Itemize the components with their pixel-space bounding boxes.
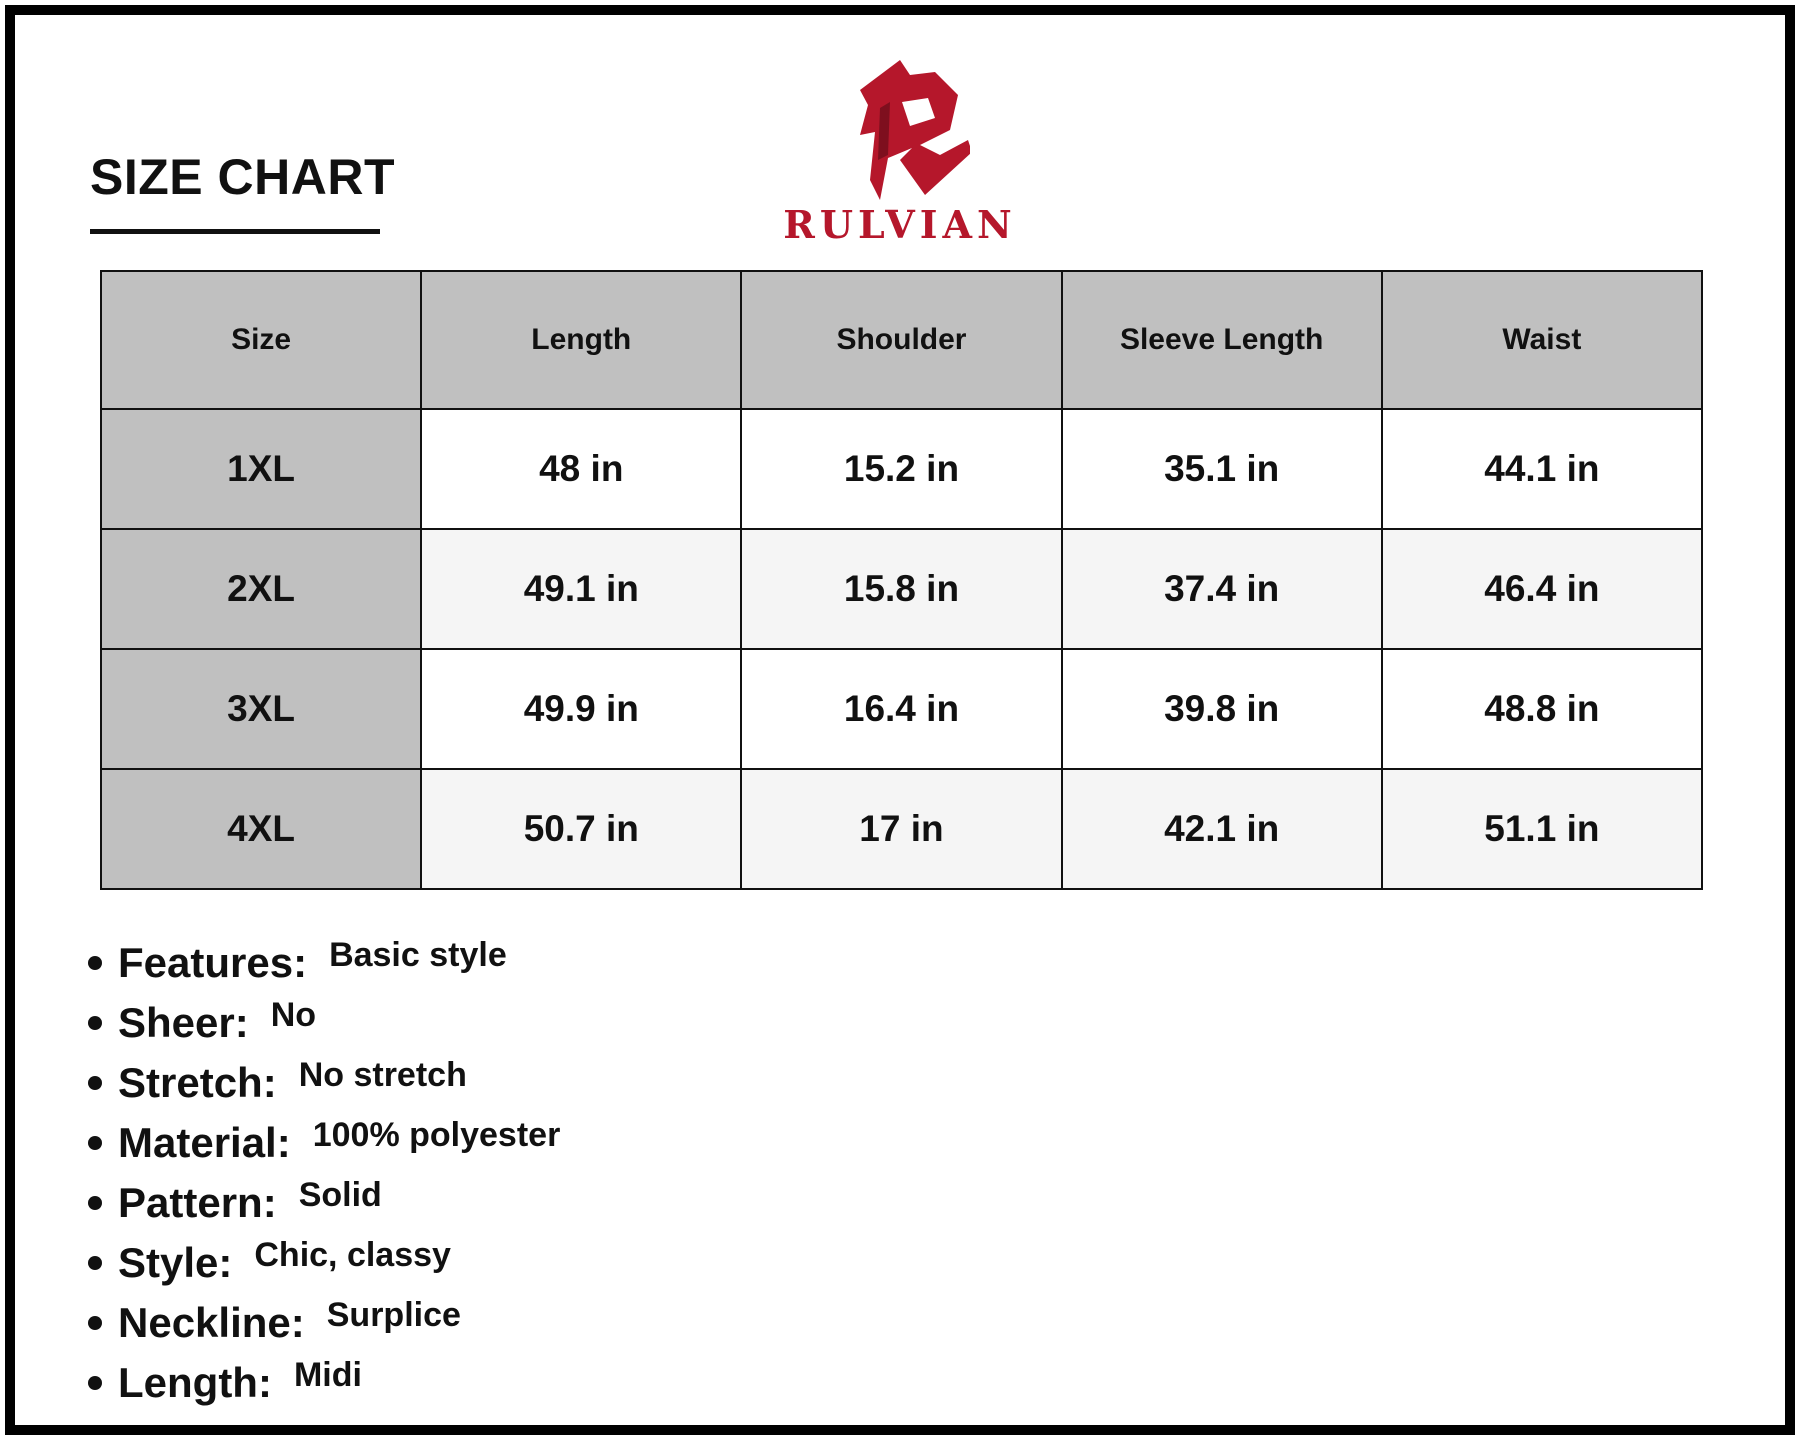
spec-value: Surplice [326, 1296, 461, 1334]
bullet-icon [88, 1376, 102, 1390]
list-item [88, 938, 560, 998]
list-item [88, 1178, 560, 1238]
length-cell: 49.9 in [421, 649, 741, 769]
size-cell: 2XL [101, 529, 421, 649]
bullet-icon [88, 1136, 102, 1150]
column-header-length: Length [421, 271, 741, 409]
table-header-row [101, 271, 1702, 409]
waist-cell: 44.1 in [1382, 409, 1702, 529]
spec-label: Sheer: [118, 999, 249, 1046]
list-item [88, 1298, 560, 1358]
shoulder-cell: 15.8 in [741, 529, 1061, 649]
spec-value: 100% polyester [312, 1116, 561, 1154]
list-item [88, 1238, 560, 1298]
bullet-icon [88, 1256, 102, 1270]
list-item [88, 1358, 560, 1418]
size-table [100, 270, 1703, 890]
table-row [101, 529, 1702, 649]
sleeve-length-cell: 39.8 in [1062, 649, 1382, 769]
brand-r-mark-icon [840, 60, 970, 200]
table-row [101, 649, 1702, 769]
bullet-icon [88, 1316, 102, 1330]
column-header-shoulder: Shoulder [741, 271, 1061, 409]
sleeve-length-cell: 37.4 in [1062, 529, 1382, 649]
table-row [101, 769, 1702, 889]
shoulder-cell: 15.2 in [741, 409, 1061, 529]
waist-cell: 51.1 in [1382, 769, 1702, 889]
column-header-size: Size [101, 271, 421, 409]
spec-label: Features: [118, 939, 308, 986]
spec-label: Length: [118, 1359, 272, 1406]
shoulder-cell: 17 in [741, 769, 1061, 889]
bullet-icon [88, 956, 102, 970]
spec-value: Basic style [329, 936, 507, 974]
spec-label: Pattern: [118, 1179, 277, 1226]
bullet-icon [88, 1076, 102, 1090]
list-item [88, 1058, 560, 1118]
length-cell: 49.1 in [421, 529, 741, 649]
bullet-icon [88, 1016, 102, 1030]
length-cell: 48 in [421, 409, 741, 529]
spec-value: Chic, classy [254, 1236, 451, 1274]
column-header-sleeve-length: Sleeve Length [1062, 271, 1382, 409]
table-row [101, 409, 1702, 529]
spec-label: Material: [118, 1119, 291, 1166]
spec-label: Style: [118, 1239, 233, 1286]
size-cell: 3XL [101, 649, 421, 769]
list-item [88, 998, 560, 1058]
brand-logo [780, 60, 1020, 250]
waist-cell: 48.8 in [1382, 649, 1702, 769]
length-cell: 50.7 in [421, 769, 741, 889]
brand-name: RULVIAN [783, 202, 1017, 247]
shoulder-cell: 16.4 in [741, 649, 1061, 769]
product-specs-list [88, 938, 560, 1418]
size-cell: 4XL [101, 769, 421, 889]
waist-cell: 46.4 in [1382, 529, 1702, 649]
size-cell: 1XL [101, 409, 421, 529]
spec-value: Solid [298, 1176, 382, 1214]
spec-label: Neckline: [118, 1299, 305, 1346]
bullet-icon [88, 1196, 102, 1210]
sleeve-length-cell: 35.1 in [1062, 409, 1382, 529]
title-underline [90, 229, 380, 234]
page-title: SIZE CHART [90, 149, 395, 205]
spec-value: No stretch [298, 1056, 467, 1094]
spec-label: Stretch: [118, 1059, 277, 1106]
spec-value: Midi [293, 1356, 362, 1394]
spec-value: No [270, 996, 317, 1034]
list-item [88, 1118, 560, 1178]
column-header-waist: Waist [1382, 271, 1702, 409]
sleeve-length-cell: 42.1 in [1062, 769, 1382, 889]
